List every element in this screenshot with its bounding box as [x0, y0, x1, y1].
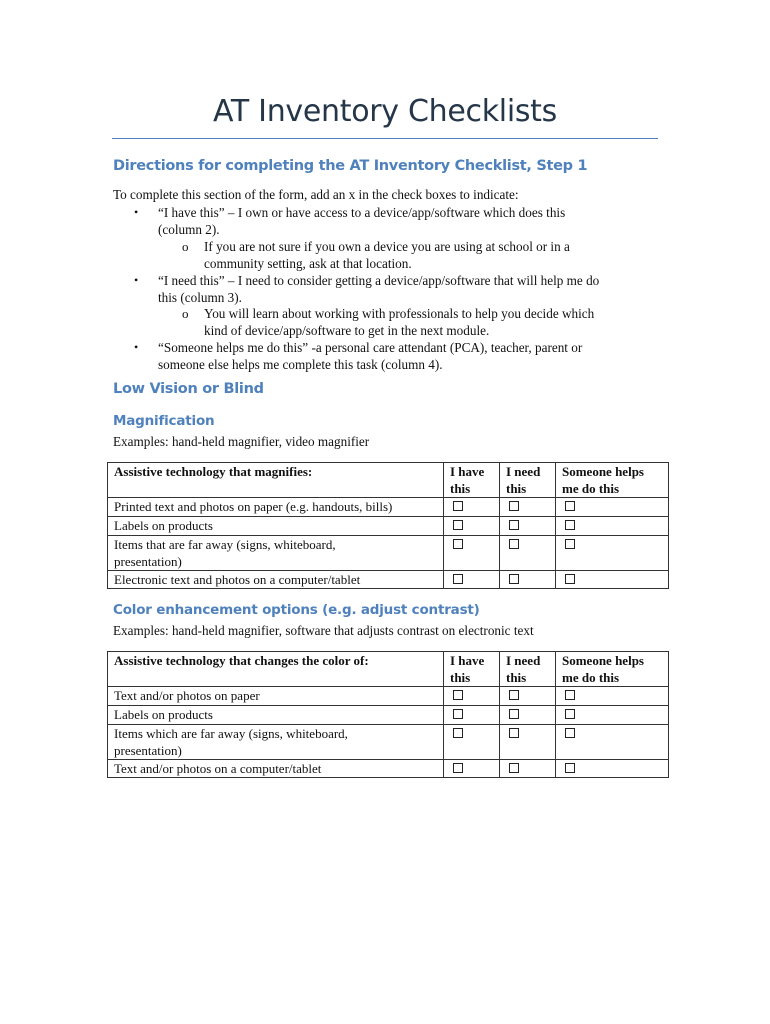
magnification-heading: Magnification	[113, 413, 215, 429]
column-header: I need this	[500, 463, 556, 498]
checkbox-i-need-this[interactable]	[509, 763, 519, 773]
color-enhancement-heading: Color enhancement options (e.g. adjust contrast)	[113, 602, 480, 618]
checkbox-i-need-this[interactable]	[509, 690, 519, 700]
checkbox-i-have-this[interactable]	[453, 728, 463, 738]
checkbox-i-need-this[interactable]	[509, 501, 519, 511]
column-header: I have this	[444, 463, 500, 498]
row-label: Labels on products	[108, 517, 444, 536]
table-row	[108, 725, 669, 760]
bullet-1-sub-line-1: If you are not sure if you own a device you are using at school or in a	[204, 239, 570, 254]
checkbox-i-need-this[interactable]	[509, 539, 519, 549]
bullet-2-sub-line-1: You will learn about working with professionals to help you decide which	[204, 306, 595, 321]
column-header: Assistive technology that changes the color of:	[108, 652, 444, 687]
checkbox-i-have-this[interactable]	[453, 763, 463, 773]
checkbox-someone-helps[interactable]	[565, 539, 575, 549]
bullet-marker: •	[134, 205, 139, 219]
checkbox-someone-helps[interactable]	[565, 709, 575, 719]
directions-heading: Directions for completing the AT Inventory Checklist, Step 1	[113, 158, 588, 174]
checkbox-someone-helps[interactable]	[565, 501, 575, 511]
sub-bullet-marker: o	[182, 306, 189, 321]
checkbox-i-have-this[interactable]	[453, 520, 463, 530]
table-header-row	[108, 463, 669, 498]
table-row	[108, 536, 669, 571]
bullet-3-line-1: “Someone helps me do this” -a personal care attendant (PCA), teacher, parent or	[158, 340, 583, 355]
checkbox-i-have-this[interactable]	[453, 574, 463, 584]
checkbox-someone-helps[interactable]	[565, 728, 575, 738]
bullet-1-sub-line-2: community setting, ask at that location.	[204, 256, 412, 271]
checkbox-i-have-this[interactable]	[453, 690, 463, 700]
table-row	[108, 706, 669, 725]
checkbox-i-have-this[interactable]	[453, 501, 463, 511]
checkbox-i-need-this[interactable]	[509, 574, 519, 584]
checkbox-someone-helps[interactable]	[565, 574, 575, 584]
table-row	[108, 687, 669, 706]
row-label: Labels on products	[108, 706, 444, 725]
directions-intro: To complete this section of the form, add an x in the check boxes to indicate:	[113, 187, 519, 202]
column-header: Assistive technology that magnifies:	[108, 463, 444, 498]
column-header: Someone helps me do this	[556, 463, 669, 498]
row-label: Items that are far away (signs, whiteboard, presentation)	[108, 536, 444, 571]
checkbox-i-need-this[interactable]	[509, 709, 519, 719]
page-title: AT Inventory Checklists	[213, 94, 557, 129]
checkbox-someone-helps[interactable]	[565, 520, 575, 530]
bullet-3-line-2: someone else helps me complete this task (column 4).	[158, 357, 443, 372]
row-label: Items which are far away (signs, whiteboard, presentation)	[108, 725, 444, 760]
row-label: Text and/or photos on paper	[108, 687, 444, 706]
bullet-1-line-1: “I have this” – I own or have access to a device/app/software which does this	[158, 205, 566, 220]
checkbox-i-need-this[interactable]	[509, 728, 519, 738]
table-header-row	[108, 652, 669, 687]
row-label: Text and/or photos on a computer/tablet	[108, 760, 444, 778]
bullet-2-sub-line-2: kind of device/app/software to get in the next module.	[204, 323, 490, 338]
bullet-marker: •	[134, 340, 139, 354]
color-enhancement-examples: Examples: hand-held magnifier, software that adjusts contrast on electronic text	[113, 623, 534, 638]
table-row	[108, 760, 669, 778]
magnification-examples: Examples: hand-held magnifier, video magnifier	[113, 434, 370, 449]
row-label: Electronic text and photos on a computer/tablet	[108, 571, 444, 589]
title-underline	[112, 138, 658, 139]
checkbox-someone-helps[interactable]	[565, 763, 575, 773]
bullet-2-line-1: “I need this” – I need to consider getting a device/app/software that will help me do	[158, 273, 600, 288]
table-row	[108, 498, 669, 517]
section-heading-low-vision: Low Vision or Blind	[113, 381, 264, 397]
table-row	[108, 517, 669, 536]
table-row	[108, 571, 669, 589]
bullet-1-line-2: (column 2).	[158, 222, 220, 237]
sub-bullet-marker: o	[182, 239, 189, 254]
checkbox-i-have-this[interactable]	[453, 709, 463, 719]
checkbox-i-have-this[interactable]	[453, 539, 463, 549]
column-header: Someone helps me do this	[556, 652, 669, 687]
row-label: Printed text and photos on paper (e.g. handouts, bills)	[108, 498, 444, 517]
magnification-table	[107, 462, 669, 589]
checkbox-i-need-this[interactable]	[509, 520, 519, 530]
bullet-marker: •	[134, 273, 139, 287]
color-enhancement-table	[107, 651, 669, 778]
bullet-2-line-2: this (column 3).	[158, 290, 242, 305]
column-header: I have this	[444, 652, 500, 687]
column-header: I need this	[500, 652, 556, 687]
checkbox-someone-helps[interactable]	[565, 690, 575, 700]
